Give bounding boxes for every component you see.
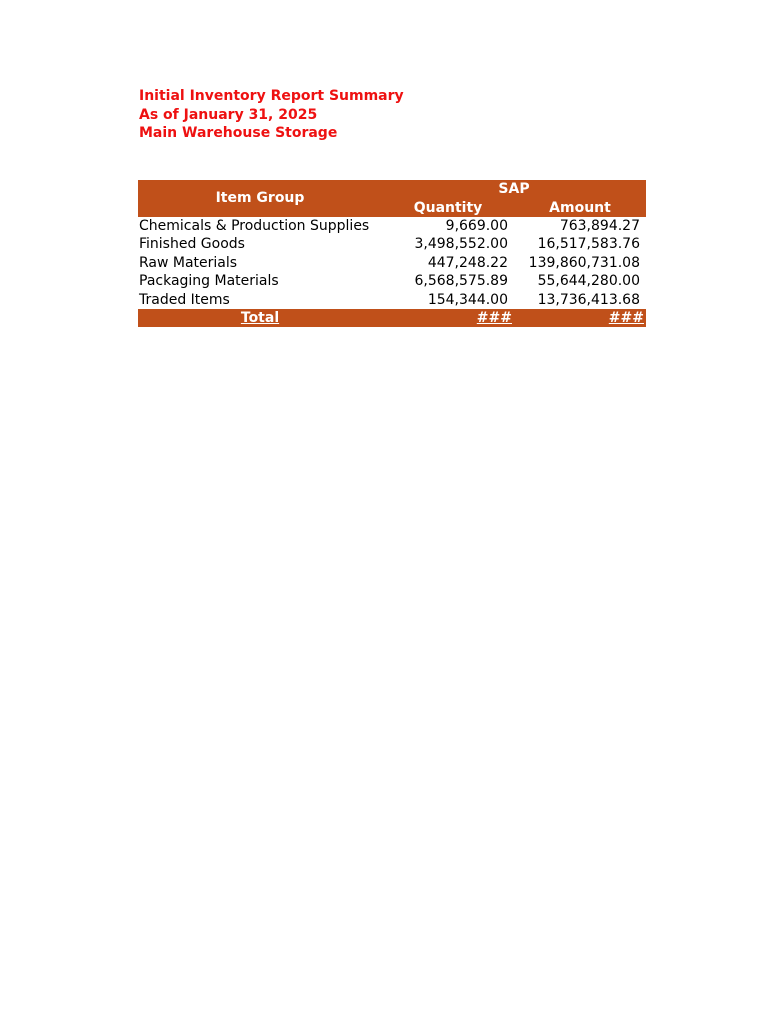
quantity-cell: 9,669.00 (445, 217, 508, 234)
inventory-summary-table (138, 180, 646, 327)
item-group-cell: Finished Goods (139, 236, 245, 253)
table-row (138, 217, 646, 235)
total-row (138, 309, 646, 327)
quantity-header: Quantity (382, 198, 514, 216)
report-location: Main Warehouse Storage (139, 125, 338, 141)
quantity-cell: 3,498,552.00 (414, 236, 508, 253)
item-group-cell: Packaging Materials (139, 273, 279, 290)
table-row (138, 290, 646, 308)
amount-cell: 763,894.27 (559, 217, 640, 234)
item-group-header: Item Group (138, 180, 382, 217)
sap-group-header: SAP (382, 180, 646, 198)
amount-header: Amount (514, 198, 646, 216)
table-header-row (138, 180, 646, 198)
quantity-cell: 154,344.00 (427, 291, 508, 308)
report-title: Initial Inventory Report Summary (139, 88, 404, 104)
total-label: Total (138, 309, 382, 327)
table-row (138, 254, 646, 272)
item-group-cell: Traded Items (139, 291, 230, 308)
amount-cell: 13,736,413.68 (537, 291, 640, 308)
report-date: As of January 31, 2025 (139, 106, 318, 123)
item-group-cell: Chemicals & Production Supplies (139, 217, 370, 234)
report-title-block (139, 87, 404, 143)
amount-cell: 16,517,583.76 (537, 236, 640, 253)
amount-cell: 139,860,731.08 (528, 254, 640, 271)
total-quantity-cell: ### (382, 309, 514, 327)
amount-cell: 55,644,280.00 (537, 273, 640, 290)
total-amount-cell: ### (514, 309, 646, 327)
quantity-cell: 6,568,575.89 (414, 273, 508, 290)
table-row (138, 235, 646, 253)
quantity-cell: 447,248.22 (427, 254, 508, 271)
table-row (138, 272, 646, 290)
item-group-cell: Raw Materials (139, 254, 238, 271)
